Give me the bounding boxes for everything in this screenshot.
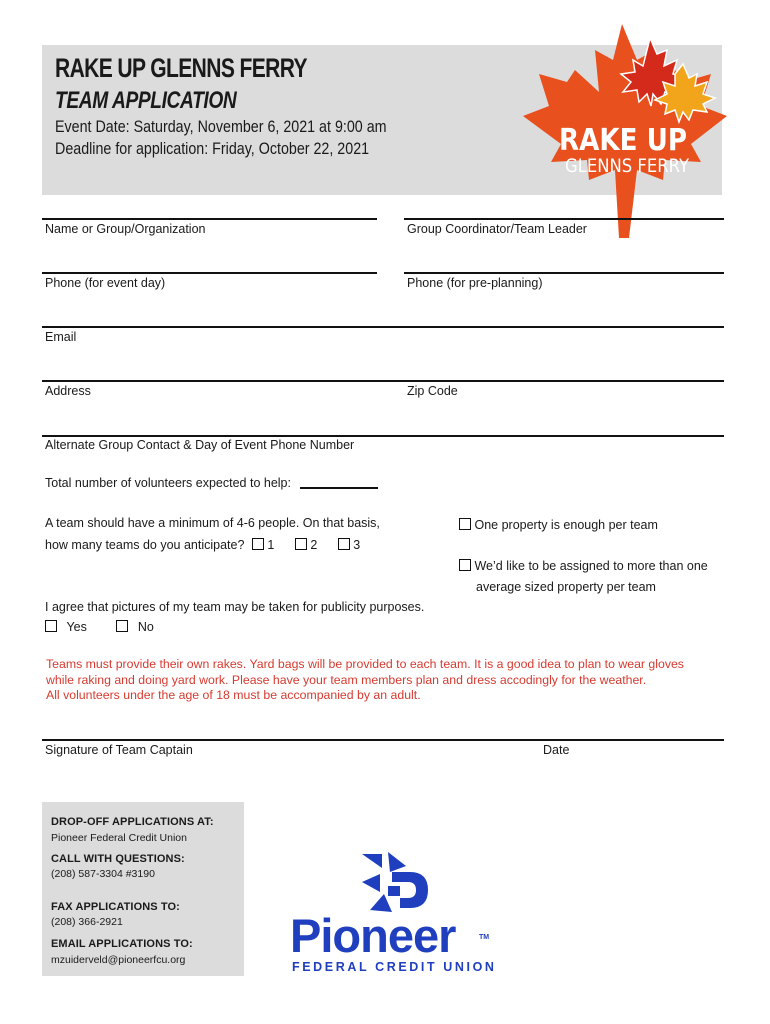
call-heading: CALL WITH QUESTIONS: <box>51 853 185 865</box>
publicity-statement: I agree that pictures of my team may be taken for publicity purposes. <box>45 600 425 614</box>
more-property-option[interactable] <box>459 559 708 573</box>
logo-line1: RAKE UP <box>559 123 687 158</box>
publicity-no-label: No <box>137 620 154 634</box>
teams-2-checkbox[interactable] <box>295 538 307 550</box>
email-input[interactable] <box>42 326 724 328</box>
pioneer-star-icon <box>362 852 432 914</box>
address-input[interactable] <box>42 380 724 382</box>
call-value: (208) 587-3304 #3190 <box>51 868 155 880</box>
logo-line2: GLENNS FERRY <box>565 155 690 177</box>
more-property-label-1: We’d like to be assigned to more than one <box>474 559 708 573</box>
group-name-input[interactable] <box>42 218 377 220</box>
page-subtitle: TEAM APPLICATION <box>55 87 237 114</box>
page-title: RAKE UP GLENNS FERRY <box>55 53 307 83</box>
alternate-contact-input[interactable] <box>42 435 724 437</box>
fax-heading: FAX APPLICATIONS TO: <box>51 901 180 913</box>
publicity-options <box>45 620 154 634</box>
application-deadline: Deadline for application: Friday, October 22, 2021 <box>55 139 370 158</box>
signature-input[interactable] <box>42 739 724 741</box>
one-property-checkbox[interactable] <box>459 518 471 530</box>
zip-label: Zip Code <box>407 384 458 398</box>
teams-minimum-text: A team should have a minimum of 4-6 people. On that basis, <box>45 516 380 530</box>
phone-preplanning-input[interactable] <box>404 272 724 274</box>
publicity-yes-checkbox[interactable] <box>45 620 57 632</box>
group-name-label: Name or Group/Organization <box>45 222 206 236</box>
phone-event-label: Phone (for event day) <box>45 276 166 290</box>
email-label: Email <box>45 330 77 344</box>
one-property-label: One property is enough per team <box>474 518 658 532</box>
coordinator-label: Group Coordinator/Team Leader <box>407 222 587 236</box>
notice-line-1: Teams must provide their own rakes. Yard bags will be provided to each team. It is a good idea to plan to wear gloves <box>46 657 684 671</box>
teams-2-label: 2 <box>310 538 318 552</box>
rake-up-maple-leaf-logo <box>515 20 730 240</box>
publicity-no-checkbox[interactable] <box>116 620 128 632</box>
teams-3-label: 3 <box>353 538 361 552</box>
pioneer-subtitle: FEDERAL CREDIT UNION <box>292 960 497 974</box>
teams-1-checkbox[interactable] <box>252 538 264 550</box>
teams-question-text: how many teams do you anticipate? <box>45 538 245 552</box>
volunteers-label: Total number of volunteers expected to help: <box>45 476 291 490</box>
teams-question <box>45 538 360 552</box>
more-property-checkbox[interactable] <box>459 559 471 571</box>
signature-label: Signature of Team Captain <box>45 743 193 757</box>
one-property-option[interactable] <box>459 518 658 532</box>
email-heading: EMAIL APPLICATIONS TO: <box>51 938 193 950</box>
date-label: Date <box>543 743 570 757</box>
fax-value: (208) 366-2921 <box>51 916 123 928</box>
email-value: mzuiderveld@pioneerfcu.org <box>51 954 186 966</box>
notice-text <box>46 657 726 704</box>
notice-line-2: while raking and doing yard work. Please have your team members plan and dress accodingly for the weather. <box>46 672 647 687</box>
volunteers-input[interactable] <box>300 487 378 489</box>
event-date: Event Date: Saturday, November 6, 2021 at 9:00 am <box>55 117 387 136</box>
address-label: Address <box>45 384 91 398</box>
phone-preplanning-label: Phone (for pre-planning) <box>407 276 543 290</box>
teams-3-checkbox[interactable] <box>338 538 350 550</box>
coordinator-input[interactable] <box>404 218 724 220</box>
pioneer-trademark: TM <box>479 934 490 941</box>
alternate-contact-label: Alternate Group Contact & Day of Event Phone Number <box>45 438 355 452</box>
teams-1-label: 1 <box>267 538 275 552</box>
publicity-yes-label: Yes <box>66 620 87 634</box>
phone-event-input[interactable] <box>42 272 377 274</box>
dropoff-heading: DROP-OFF APPLICATIONS AT: <box>51 816 214 828</box>
pioneer-wordmark: Pioneer <box>290 909 456 962</box>
dropoff-value: Pioneer Federal Credit Union <box>51 832 187 844</box>
notice-line-3: All volunteers under the age of 18 must be accompanied by an adult. <box>46 688 421 702</box>
more-property-label-2: average sized property per team <box>476 580 656 594</box>
